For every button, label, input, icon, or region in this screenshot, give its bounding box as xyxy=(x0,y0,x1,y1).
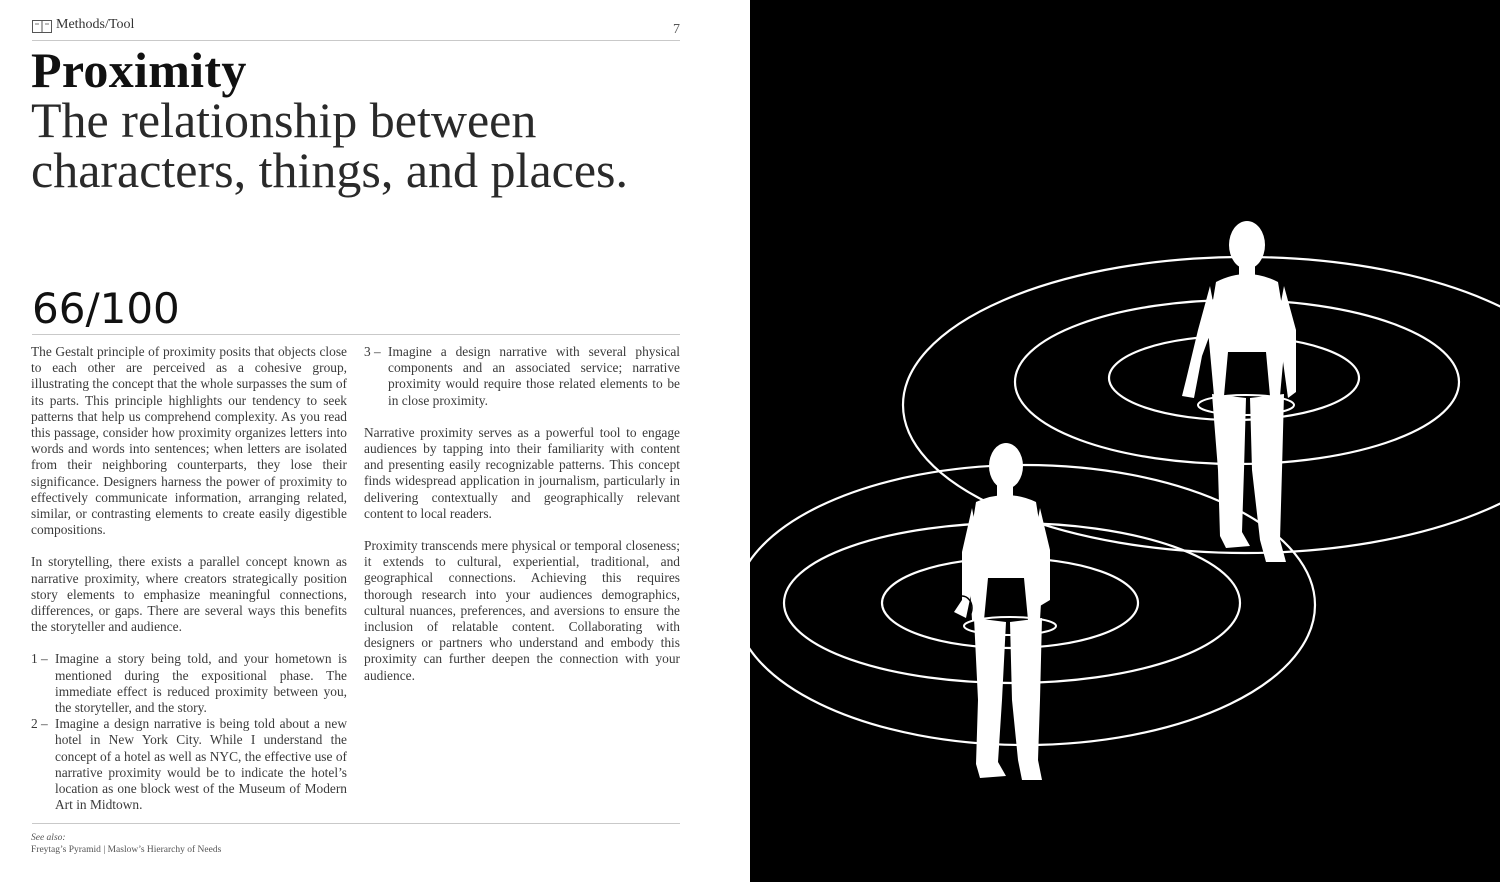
body-paragraph: Proximity transcends mere physical or temporal closeness; it extends to cultural, experiential, traditional, and geographical connections. Achieving this requires thorough research into your audiences demographics, cultural nuances, preferences, and aversions to ensure the inclusion of relatable content. Collaborating with designers or partners who understand and embody this proximity can further deepen the connection with your audience. xyxy=(364,538,680,683)
list-text: Imagine a design narrative is being told about a new hotel in New York City. While I understand the concept of a hotel as well as NYC, the effective use of narrative proximity would be to indicate the hotel’s location as one block west of the Museum of Modern Art in Midtown. xyxy=(55,716,347,813)
list-item xyxy=(31,651,347,716)
see-also xyxy=(31,832,221,856)
body-paragraph: Narrative proximity serves as a powerful tool to engage audiences by tapping into their familiarity with content and presenting easily recognizable patterns. This concept finds widespread application in journalism, particularly in delivering contextually and geographically relevant content to local readers. xyxy=(364,424,680,521)
see-also-link-maslow[interactable]: Maslow’s Hierarchy of Needs xyxy=(107,845,222,855)
body-column-right xyxy=(364,344,680,700)
see-also-link-freytag[interactable]: Freytag’s Pyramid xyxy=(31,845,101,855)
counter-divider xyxy=(32,334,680,335)
entry-counter: 66/100 xyxy=(32,284,180,333)
page-subtitle xyxy=(31,92,731,198)
subtitle-line-2: characters, things, and places. xyxy=(31,142,628,198)
page-number: 7 xyxy=(673,22,680,37)
body-column-left xyxy=(31,344,347,813)
subtitle-line-1: The relationship between xyxy=(31,92,537,148)
numbered-list xyxy=(364,344,680,409)
numbered-list xyxy=(31,651,347,813)
body-paragraph: The Gestalt principle of proximity posits that objects close to each other are perceived as a cohesive group, illustrating the concept that the whole surpasses the sum of its parts. This principle highlights our tendency to seek patterns that help us comprehend complexity. As you read this passage, consider how proximity organizes letters into words and words into sentences; when letters are isolated from their neighboring counterparts, they lose their significance. Designers harness the power of proximity to effectively communicate information, arranging related, similar, or contrasting elements to create easily digestible compositions. xyxy=(31,344,347,538)
see-also-links xyxy=(31,845,221,855)
list-item xyxy=(364,344,680,409)
see-also-label: See also: xyxy=(31,833,66,843)
section-label: Methods/Tool xyxy=(56,17,135,32)
see-also-separator: | xyxy=(100,845,108,855)
list-item xyxy=(31,716,347,813)
list-text: Imagine a story being told, and your hometown is mentioned during the expositional phase. The immediate effect is reduced proximity between you, the storyteller, and the story. xyxy=(55,651,347,716)
list-text: Imagine a design narrative with several physical components and an associated service; narrative proximity would require those related elements to be in close proximity. xyxy=(388,344,680,408)
list-number: 3 – xyxy=(364,344,381,359)
body-paragraph: In storytelling, there exists a parallel concept known as narrative proximity, where creators strategically position story elements to emphasize meaningful connections, differences, or gaps. There are several ways this benefits the storyteller and audience. xyxy=(31,554,347,635)
running-head xyxy=(32,17,680,39)
list-number: 2 – xyxy=(31,716,48,732)
footer-divider xyxy=(32,823,680,824)
proximity-illustration xyxy=(750,0,1500,882)
page-title: Proximity xyxy=(31,42,247,98)
list-number: 1 – xyxy=(31,651,48,667)
header-divider xyxy=(32,40,680,41)
book-logo-icon xyxy=(32,20,52,33)
illustration-page xyxy=(750,0,1500,882)
